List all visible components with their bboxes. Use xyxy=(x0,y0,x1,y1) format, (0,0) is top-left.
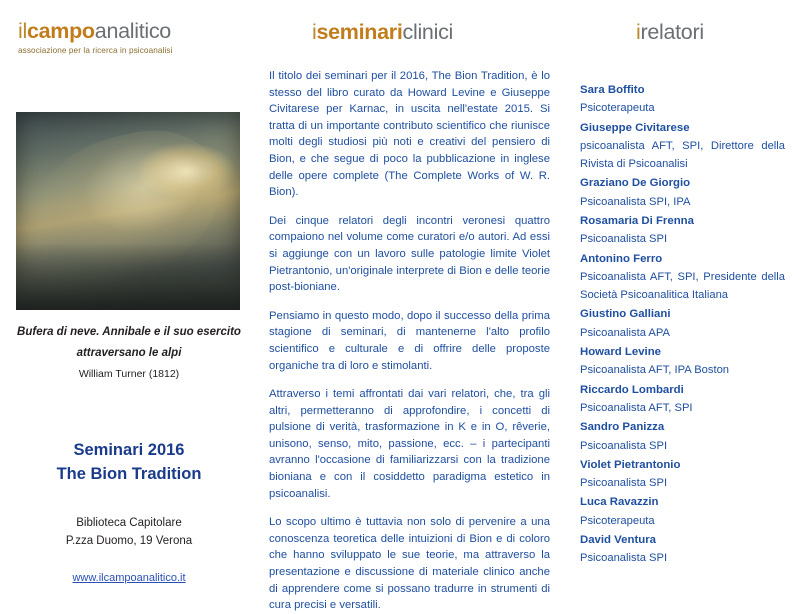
list-item xyxy=(580,81,785,118)
speaker-role: Psicoanalista AFT, IPA Boston xyxy=(580,364,730,377)
speaker-name: Sandro Panizza xyxy=(580,421,665,434)
middle-heading-part-i: i xyxy=(312,20,317,44)
intro-paragraph-2: Dei cinque relatori degli incontri veronesi quattro compaiono nel volume come curatori e/o autori. Ad essi si aggiunge con un lavoro sulle patologie limite Violet Pietrantonio, un'originale interprete di Bion e delle teorie post-bioniane. xyxy=(269,214,550,294)
painting-ridge xyxy=(16,243,240,310)
painting-author: William Turner (1812) xyxy=(78,368,180,381)
speaker-name: Luca Ravazzin xyxy=(580,496,659,509)
list-item xyxy=(580,174,785,211)
speaker-role: Psicoanalista AFT, SPI, Presidente della Società Psicoanalitica Italiana xyxy=(580,271,785,302)
list-item xyxy=(580,418,785,455)
middle-heading xyxy=(312,20,453,45)
speaker-role: Psicoanalista SPI xyxy=(580,552,668,565)
middle-heading-part-clinici: clinici xyxy=(402,20,453,44)
brand-title-part-il: il xyxy=(18,19,27,43)
intro-paragraph-1: Il titolo dei seminari per il 2016, The Bion Tradition, è lo stesso del libro curato da Howard Levine e Giuseppe Civitarese per Karnac, in uscita nell'estate 2015. Si tratta di un importante contributo scientifico che riunisce molti degli studiosi più noti e creativi del pensiero di Bion, e che segue di poco la pubblicazione in inglese delle opere complete (The Complete Works of W. R. Bion). xyxy=(269,70,550,199)
speaker-name: Graziano De Giorgio xyxy=(580,177,691,190)
speaker-name: Riccardo Lombardi xyxy=(580,383,684,396)
painting-image xyxy=(16,112,240,310)
list-item xyxy=(580,343,785,380)
website-link[interactable]: www.ilcampoanalitico.it xyxy=(72,572,186,584)
brand-subtitle: associazione per la ricerca in psicoanalisi xyxy=(18,45,173,55)
speaker-role: Psicoanalista APA xyxy=(580,326,670,339)
intro-text xyxy=(269,68,550,614)
event-title: The Bion Tradition xyxy=(56,464,202,483)
speakers-heading-part-i: i xyxy=(636,20,641,44)
list-item xyxy=(580,305,785,342)
intro-paragraph-5: Lo scopo ultimo è tuttavia non solo di pervenire a una conoscenza teoretica delle intuizioni di Bion e di coloro che hanno sviluppato le sue teorie, ma attraverso la presentazione e discussione di materiale clinico anche di apprendere come si possano tradurre in strumenti di cura precisi e versatili. xyxy=(269,516,550,612)
speaker-name: Rosamaria Di Frenna xyxy=(580,214,694,227)
brand-title xyxy=(18,20,253,43)
list-item xyxy=(580,381,785,418)
speaker-role: Psicoanalista SPI xyxy=(580,439,668,452)
speaker-name: Antonino Ferro xyxy=(580,252,663,265)
painting-caption-line1: Bufera di neve. Annibale e il suo esercito xyxy=(17,326,241,338)
right-column xyxy=(560,0,800,605)
brand-block xyxy=(18,20,253,55)
intro-paragraph-4: Attraverso i temi affrontati dai vari relatori, che, tra gli altri, permetteranno di approfondire, i concetti di pulsione di verità, trasformazione in K e in O, rêverie, unisono, senso, mito, passione, ecc. – i partecipanti avranno l'occasione di familiarizzarsi con la tradizione bioniana e con il cosiddetto paradigma estetico in psicoanalisi. xyxy=(269,388,550,500)
speaker-name: David Ventura xyxy=(580,533,656,546)
list-item xyxy=(580,119,785,174)
speaker-role: Psicoterapeuta xyxy=(580,514,655,527)
intro-paragraph-3: Pensiamo in questo modo, dopo il successo della prima stagione di seminari, di mantenerne l'alto profilo scientifico e culturale e di offrire delle proposte organiche tra di loro e stimolanti. xyxy=(269,309,550,372)
list-item xyxy=(580,493,785,530)
speaker-role: psicoanalista AFT, SPI, Direttore della Rivista di Psicoanalisi xyxy=(580,140,785,171)
middle-heading-part-seminari: seminari xyxy=(316,20,403,44)
website-block xyxy=(8,568,250,586)
venue-name: Biblioteca Capitolare xyxy=(76,517,182,529)
brand-title-part-campo: campo xyxy=(26,19,95,43)
list-item xyxy=(580,531,785,568)
speaker-name: Violet Pietrantonio xyxy=(580,458,681,471)
event-year: Seminari 2016 xyxy=(73,441,185,459)
venue-address: P.zza Duomo, 19 Verona xyxy=(65,534,193,547)
list-item xyxy=(580,456,785,493)
speaker-name: Howard Levine xyxy=(580,345,662,358)
speaker-role: Psicoterapeuta xyxy=(580,102,655,115)
speaker-name: Sara Boffito xyxy=(580,84,645,96)
speaker-role: Psicoanalista SPI xyxy=(580,233,668,246)
left-column xyxy=(0,0,258,605)
speakers-heading-part-relatori: relatori xyxy=(640,20,704,44)
middle-column xyxy=(258,0,560,612)
speaker-role: Psicoanalista AFT, SPI xyxy=(580,402,693,415)
list-item xyxy=(580,212,785,249)
speakers-heading xyxy=(636,20,704,45)
speaker-name: Giuseppe Civitarese xyxy=(580,121,690,134)
brand-title-part-analitico: analitico xyxy=(94,19,171,43)
speaker-role: Psicoanalista SPI xyxy=(580,477,668,490)
list-item xyxy=(580,250,785,305)
speakers-list xyxy=(580,81,785,569)
event-block xyxy=(8,438,250,485)
painting-caption-line2: attraversano le alpi xyxy=(76,346,182,359)
painting-caption xyxy=(8,324,250,380)
speaker-name: Giustino Galliani xyxy=(580,308,671,321)
venue-block xyxy=(8,515,250,551)
speaker-role: Psicoanalista SPI, IPA xyxy=(580,195,691,208)
